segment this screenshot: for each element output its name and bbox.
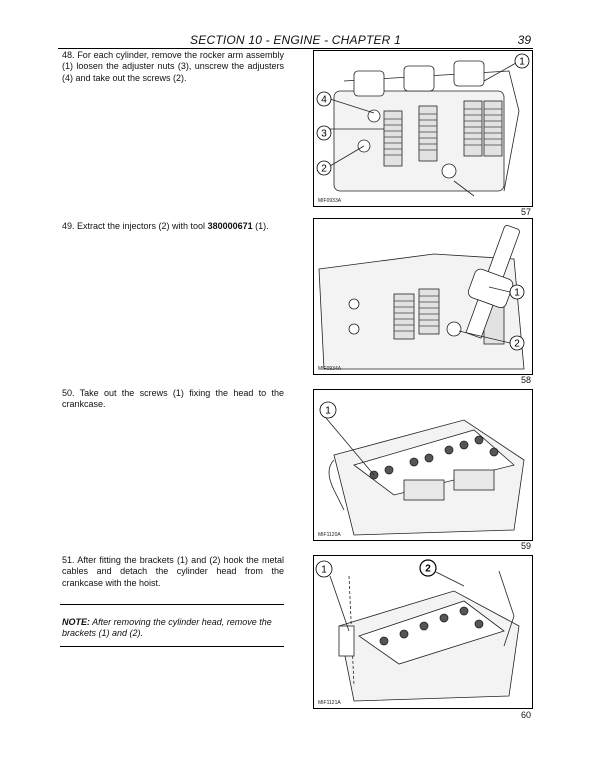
figure-code: MIF1120A — [318, 532, 341, 538]
step-50-text: 50. Take out the screws (1) fixing the head to the crankcase. — [62, 388, 284, 410]
note-bottom-rule — [60, 646, 284, 647]
figure-57 — [313, 50, 533, 207]
callout-2: 2 — [321, 163, 327, 175]
figure-number: 58 — [520, 375, 531, 385]
page-number: 39 — [517, 33, 531, 47]
figure-code: MIF0933A — [318, 198, 342, 204]
step-48-text: 48. For each cylinder, remove the rocker arm assembly (1) loosen the adjuster nuts (3), unscrew the adjusters (4) and take out the screws (2). — [62, 50, 284, 83]
callout-3: 3 — [321, 128, 327, 140]
cylinder-head-hoist-illustration — [314, 556, 532, 708]
callout-1: 1 — [325, 405, 331, 417]
note-text: NOTE: After removing the cylinder head, remove the brackets (1) and (2). — [62, 617, 272, 639]
callout-1: 1 — [321, 564, 327, 576]
page-header — [58, 32, 533, 49]
figure-58 — [313, 218, 533, 375]
engine-rocker-illustration — [314, 51, 532, 206]
callout-1: 1 — [514, 287, 520, 299]
callout-4: 4 — [321, 94, 327, 106]
figure-code: MIF0934A — [318, 366, 342, 372]
cylinder-head-screws-illustration — [314, 390, 532, 540]
tool-number: 380000671 — [207, 221, 253, 231]
figure-number: 57 — [520, 207, 531, 217]
callout-2: 2 — [425, 563, 431, 575]
note-top-rule — [60, 604, 284, 605]
callout-1: 1 — [519, 56, 525, 68]
section-title: SECTION 10 - ENGINE - CHAPTER 1 — [190, 33, 401, 47]
step-51-text: 51. After fitting the brackets (1) and (2) hook the metal cables and detach the cylinder head from the crankcase with the hoist. — [62, 555, 284, 588]
figure-60 — [313, 555, 533, 709]
callout-2: 2 — [514, 338, 520, 350]
note-label: NOTE: — [62, 617, 90, 627]
figure-number: 60 — [520, 710, 531, 720]
injector-extraction-illustration — [314, 219, 532, 374]
step-49-text: 49. Extract the injectors (2) with tool 380000671 (1). — [62, 221, 269, 231]
figure-number: 59 — [520, 541, 531, 551]
figure-code: MIF1121A — [318, 700, 341, 706]
figure-59 — [313, 389, 533, 541]
